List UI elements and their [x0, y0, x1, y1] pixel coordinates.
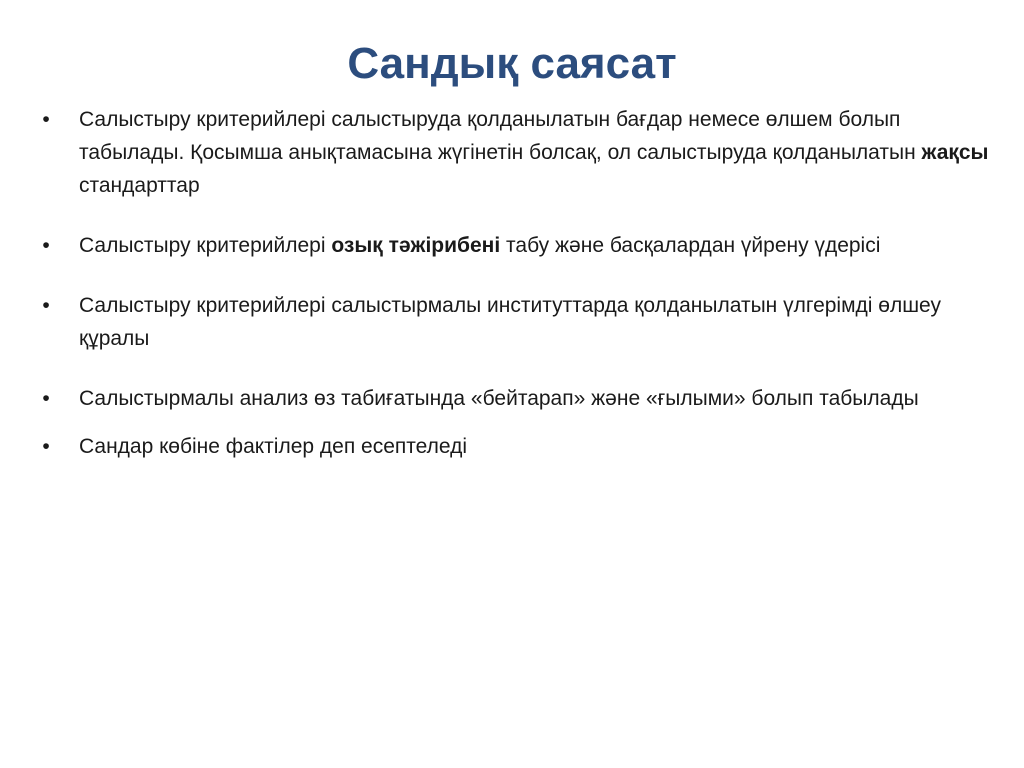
bullet-text [79, 108, 989, 197]
bullet-icon: • [42, 234, 50, 257]
bullet-list [40, 103, 1000, 463]
bullet-text: Салыстыру критерийлері салыстырмалы институттарда қолданылатын үлгерімді өлшеу құралы [79, 294, 942, 350]
bullet-icon: • [42, 108, 50, 131]
bullet-icon: • [42, 435, 50, 458]
bullet-text-bold: жақсы [921, 141, 989, 164]
bullet-item [40, 229, 1000, 262]
bullet-text: Сандар көбіне фактілер деп есептеледі [79, 435, 468, 458]
bullet-icon: • [42, 294, 50, 317]
slide-title: Сандық саясат [347, 39, 677, 88]
bullet-item [40, 103, 1000, 202]
bullet-text-part: Салыстыру критерийлері салыстыруда қолданылатын бағдар немесе өлшем болып табылады. Қосымша анықтамасына жүгінетін болсақ, ол салыстыруда қолданылатын [79, 108, 922, 164]
bullet-text-part: стандарттар [79, 174, 200, 197]
bullet-item [40, 289, 1000, 355]
bullet-text-part: табу және басқалардан үйрену үдерісі [500, 234, 881, 257]
bullet-icon: • [42, 387, 50, 410]
bullet-text [79, 234, 880, 257]
bullet-text-part: Салыстыру критерийлері [79, 234, 332, 257]
bullet-text-bold: озық тәжірибені [331, 234, 501, 257]
bullet-item [40, 382, 1000, 415]
bullet-item [40, 430, 1000, 463]
bullet-text: Салыстырмалы анализ өз табиғатында «бейтарап» және «ғылыми» болып табылады [79, 387, 919, 410]
